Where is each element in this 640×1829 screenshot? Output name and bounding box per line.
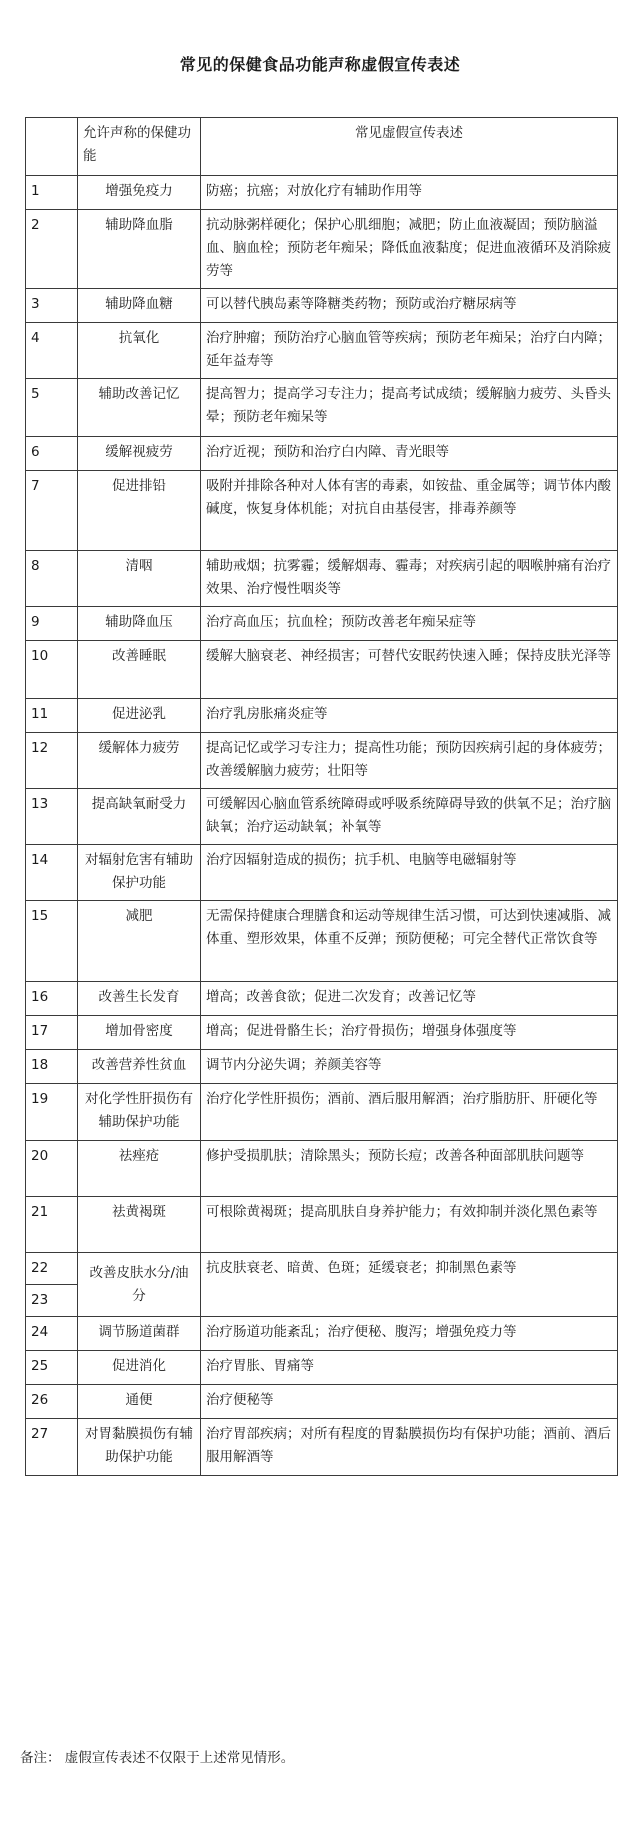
claim-cell: 通便 <box>78 1385 201 1419</box>
row-number: 15 <box>26 901 78 982</box>
description-cell: 缓解大脑衰老、神经损害；可替代安眠药快速入睡；保持皮肤光泽等 <box>201 641 618 699</box>
claim-cell: 促进消化 <box>78 1351 201 1385</box>
description-cell: 治疗胃胀、胃痛等 <box>201 1351 618 1385</box>
claim-cell: 祛黄褐斑 <box>78 1197 201 1253</box>
table-row <box>26 1253 618 1285</box>
footnote: 备注： 虚假宣传表述不仅限于上述常见情形。 <box>20 1750 295 1766</box>
table-row <box>26 471 618 551</box>
description-cell: 治疗乳房胀痛炎症等 <box>201 699 618 733</box>
claim-cell: 祛痤疮 <box>78 1141 201 1197</box>
row-number: 13 <box>26 789 78 845</box>
description-cell: 治疗近视；预防和治疗白内障、青光眼等 <box>201 437 618 471</box>
claim-cell: 辅助降血压 <box>78 607 201 641</box>
description-cell: 治疗肠道功能紊乱；治疗便秘、腹泻；增强免疫力等 <box>201 1317 618 1351</box>
description-cell: 治疗胃部疾病；对所有程度的胃黏膜损伤均有保护功能；酒前、酒后服用解酒等 <box>201 1419 618 1476</box>
row-number: 4 <box>26 323 78 379</box>
row-number: 24 <box>26 1317 78 1351</box>
row-number: 20 <box>26 1141 78 1197</box>
claim-cell: 改善睡眠 <box>78 641 201 699</box>
description-cell: 无需保持健康合理膳食和运动等规律生活习惯，可达到快速减脂、减体重、塑形效果，体重不反弹；预防便秘；可完全替代正常饮食等 <box>201 901 618 982</box>
table-row <box>26 845 618 901</box>
table-row <box>26 1419 618 1476</box>
claim-cell: 改善生长发育 <box>78 982 201 1016</box>
claim-cell: 抗氧化 <box>78 323 201 379</box>
claim-cell: 提高缺氧耐受力 <box>78 789 201 845</box>
table-row <box>26 551 618 607</box>
claim-cell: 辅助降血糖 <box>78 289 201 323</box>
table-row <box>26 789 618 845</box>
claim-cell: 改善皮肤水分/油分 <box>78 1253 201 1317</box>
description-cell: 治疗高血压；抗血栓；预防改善老年痴呆症等 <box>201 607 618 641</box>
description-cell: 抗皮肤衰老、暗黄、色斑；延缓衰老；抑制黑色素等 <box>201 1253 618 1317</box>
claim-cell: 辅助降血脂 <box>78 210 201 289</box>
row-number: 10 <box>26 641 78 699</box>
claim-cell: 辅助改善记忆 <box>78 379 201 437</box>
row-number: 19 <box>26 1084 78 1141</box>
table-row <box>26 1084 618 1141</box>
table-row <box>26 323 618 379</box>
table-row <box>26 641 618 699</box>
table-row <box>26 1351 618 1385</box>
claim-cell: 促进泌乳 <box>78 699 201 733</box>
description-cell: 治疗因辐射造成的损伤；抗手机、电脑等电磁辐射等 <box>201 845 618 901</box>
description-cell: 增高；促进骨骼生长；治疗骨损伤；增强身体强度等 <box>201 1016 618 1050</box>
header-num <box>26 118 78 176</box>
row-number: 27 <box>26 1419 78 1476</box>
description-cell: 可根除黄褐斑；提高肌肤自身养护能力；有效抑制并淡化黑色素等 <box>201 1197 618 1253</box>
row-number: 17 <box>26 1016 78 1050</box>
description-cell: 治疗便秘等 <box>201 1385 618 1419</box>
table-row <box>26 1016 618 1050</box>
row-number: 22 <box>26 1253 78 1285</box>
header-desc: 常见虚假宣传表述 <box>201 118 618 176</box>
claim-cell: 对化学性肝损伤有辅助保护功能 <box>78 1084 201 1141</box>
table-row <box>26 733 618 789</box>
claim-cell: 缓解视疲劳 <box>78 437 201 471</box>
row-number: 16 <box>26 982 78 1016</box>
table-row <box>26 379 618 437</box>
claim-cell: 改善营养性贫血 <box>78 1050 201 1084</box>
row-number: 18 <box>26 1050 78 1084</box>
table-row <box>26 607 618 641</box>
table-row <box>26 699 618 733</box>
row-number: 25 <box>26 1351 78 1385</box>
description-cell: 辅助戒烟；抗雾霾；缓解烟毒、霾毒；对疾病引起的咽喉肿痛有治疗效果、治疗慢性咽炎等 <box>201 551 618 607</box>
description-cell: 增高；改善食欲；促进二次发育；改善记忆等 <box>201 982 618 1016</box>
table-row <box>26 1050 618 1084</box>
description-cell: 抗动脉粥样硬化；保护心肌细胞；减肥；防止血液凝固；预防脑溢血、脑血栓；预防老年痴呆；降低血液黏度；促进血液循环及消除疲劳等 <box>201 210 618 289</box>
row-number: 1 <box>26 176 78 210</box>
table-row <box>26 437 618 471</box>
claim-cell: 对辐射危害有辅助保护功能 <box>78 845 201 901</box>
page-title: 常见的保健食品功能声称虚假宣传表述 <box>179 55 461 74</box>
table-row <box>26 1197 618 1253</box>
table-row <box>26 289 618 323</box>
description-cell: 可以替代胰岛素等降糖类药物；预防或治疗糖尿病等 <box>201 289 618 323</box>
description-cell: 治疗肿瘤；预防治疗心脑血管等疾病；预防老年痴呆；治疗白内障；延年益寿等 <box>201 323 618 379</box>
description-cell: 可缓解因心脑血管系统障碍或呼吸系统障碍导致的供氧不足；治疗脑缺氧；治疗运动缺氧；补氧等 <box>201 789 618 845</box>
table-row <box>26 1317 618 1351</box>
row-number: 9 <box>26 607 78 641</box>
claim-cell: 对胃黏膜损伤有辅助保护功能 <box>78 1419 201 1476</box>
claim-cell: 减肥 <box>78 901 201 982</box>
row-number: 2 <box>26 210 78 289</box>
description-cell: 治疗化学性肝损伤；酒前、酒后服用解酒；治疗脂肪肝、肝硬化等 <box>201 1084 618 1141</box>
description-cell: 修护受损肌肤；清除黑头；预防长痘；改善各种面部肌肤问题等 <box>201 1141 618 1197</box>
row-number: 14 <box>26 845 78 901</box>
row-number: 26 <box>26 1385 78 1419</box>
table-header-row <box>26 118 618 176</box>
claim-cell: 促进排铅 <box>78 471 201 551</box>
claims-table <box>25 117 618 1476</box>
row-number: 21 <box>26 1197 78 1253</box>
claim-cell: 增强免疫力 <box>78 176 201 210</box>
row-number: 23 <box>26 1285 78 1317</box>
table-row <box>26 210 618 289</box>
table-row <box>26 176 618 210</box>
description-cell: 提高记忆或学习专注力；提高性功能；预防因疾病引起的身体疲劳；改善缓解脑力疲劳；壮阳等 <box>201 733 618 789</box>
description-cell: 提高智力；提高学习专注力；提高考试成绩；缓解脑力疲劳、头昏头晕；预防老年痴呆等 <box>201 379 618 437</box>
claim-cell: 清咽 <box>78 551 201 607</box>
row-number: 6 <box>26 437 78 471</box>
row-number: 5 <box>26 379 78 437</box>
description-cell: 吸附并排除各种对人体有害的毒素，如铵盐、重金属等；调节体内酸碱度，恢复身体机能；对抗自由基侵害，排毒养颜等 <box>201 471 618 551</box>
claim-cell: 增加骨密度 <box>78 1016 201 1050</box>
row-number: 3 <box>26 289 78 323</box>
description-cell: 防癌；抗癌；对放化疗有辅助作用等 <box>201 176 618 210</box>
table-row <box>26 901 618 982</box>
table-row <box>26 982 618 1016</box>
header-claim: 允许声称的保健功能 <box>78 118 201 176</box>
row-number: 12 <box>26 733 78 789</box>
row-number: 11 <box>26 699 78 733</box>
table-row <box>26 1141 618 1197</box>
claim-cell: 调节肠道菌群 <box>78 1317 201 1351</box>
table-row <box>26 1385 618 1419</box>
claim-cell: 缓解体力疲劳 <box>78 733 201 789</box>
row-number: 8 <box>26 551 78 607</box>
description-cell: 调节内分泌失调；养颜美容等 <box>201 1050 618 1084</box>
row-number: 7 <box>26 471 78 551</box>
